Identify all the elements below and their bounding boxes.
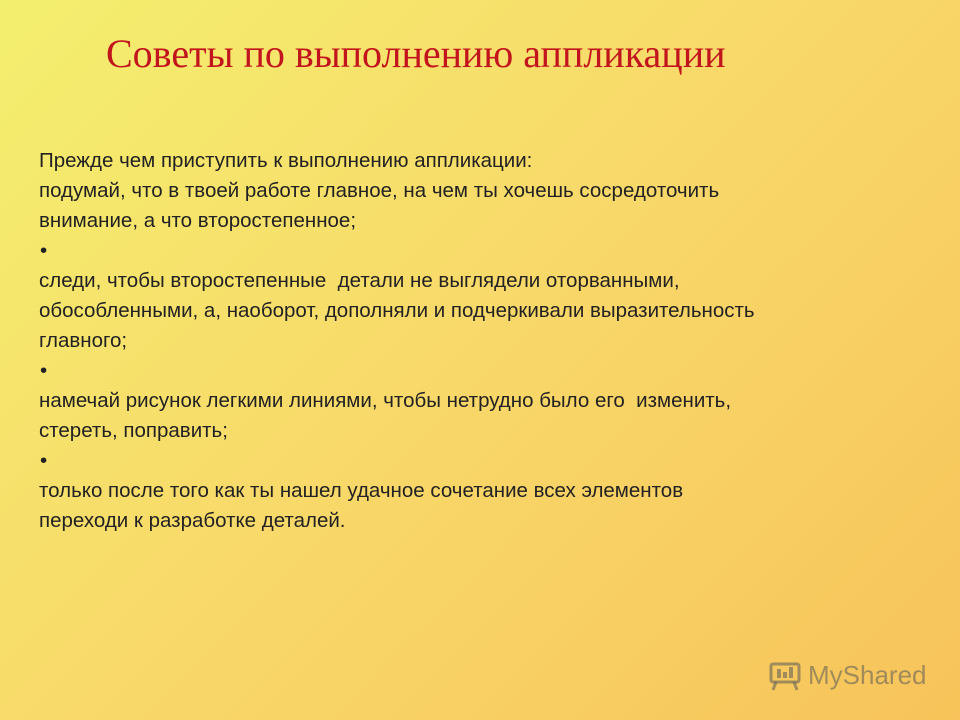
bullet-marker: • [40, 239, 48, 262]
tip-3-line-1: намечай рисунок легкими линиями, чтобы нетрудно было его изменить, [39, 389, 732, 412]
tip-2-line-1: следи, чтобы второстепенные детали не выглядели оторванными, [39, 269, 680, 292]
watermark-text: MyShared [808, 659, 927, 690]
tip-1-line-2: внимание, а что второстепенное; [39, 209, 357, 232]
tip-3-line-2: стереть, поправить; [39, 419, 228, 442]
intro-text: Прежде чем приступить к выполнению аппликации: [39, 149, 533, 172]
tip-4-line-2: переходи к разработке деталей. [39, 509, 346, 532]
tip-2-line-3: главного; [39, 329, 128, 352]
tip-2-line-2: обособленными, а, наоборот, дополняли и подчеркивали выразительность [39, 299, 755, 322]
tip-4-line-1: только после того как ты нашел удачное сочетание всех элементов [39, 479, 684, 502]
slide-body [39, 146, 919, 536]
myshared-logo-icon [768, 658, 802, 692]
tip-1-line-1: подумай, что в твоей работе главное, на чем ты хочешь сосредоточить [39, 179, 720, 202]
myshared-watermark [768, 657, 927, 693]
bullet-marker: • [40, 449, 48, 472]
bullet-marker: • [40, 359, 48, 382]
slide-title: Советы по выполнению аппликации [106, 31, 726, 76]
